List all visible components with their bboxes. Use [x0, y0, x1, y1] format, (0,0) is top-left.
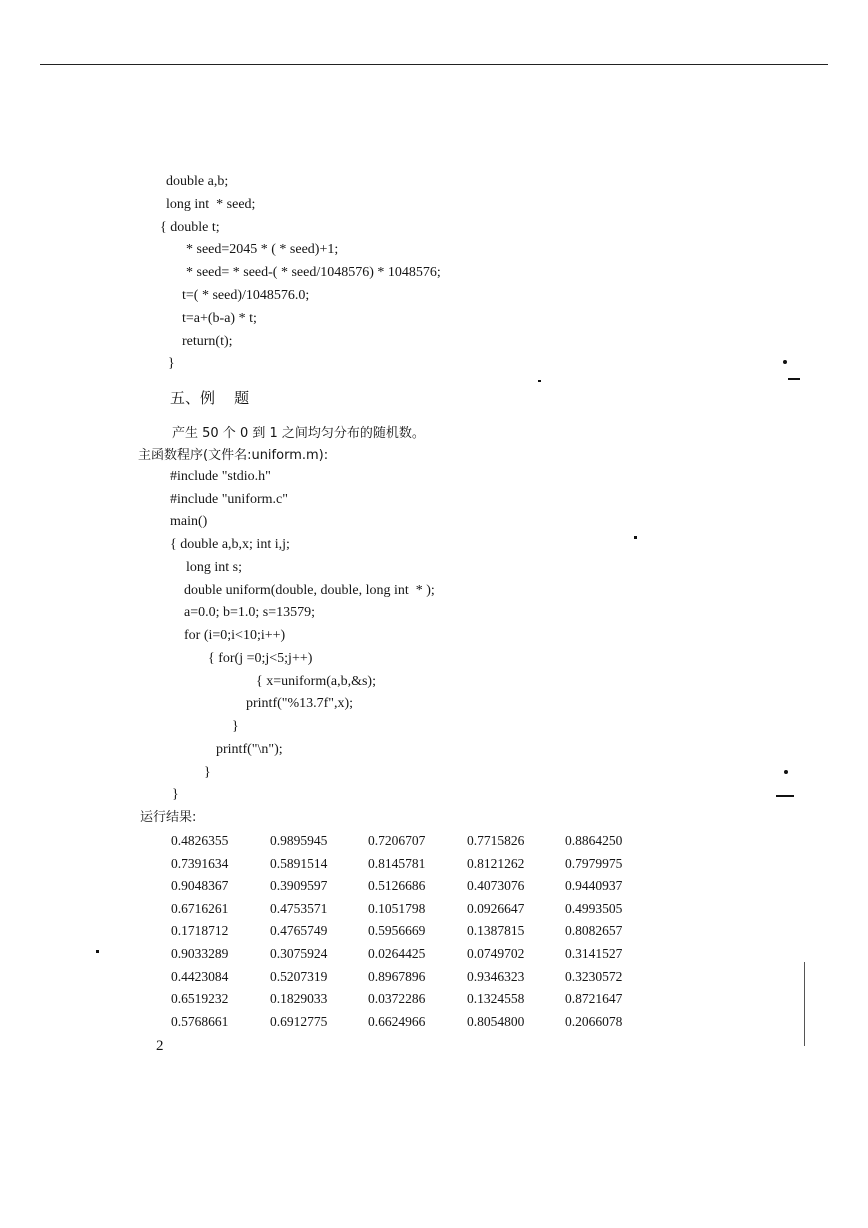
result-cell: 0.0926647 — [467, 900, 525, 916]
result-cell: 0.8967896 — [368, 968, 426, 984]
result-cell: 0.9346323 — [467, 968, 525, 984]
result-cell: 0.3075924 — [270, 946, 328, 961]
result-cell: 0.8054800 — [467, 1013, 525, 1029]
result-cell: 0.1387815 — [467, 923, 525, 939]
code-line: } — [172, 787, 179, 802]
result-cell: 0.9895945 — [270, 833, 328, 848]
main-program-caption: 主函数程序(文件名:uniform.m): — [138, 448, 329, 463]
code-line: #include "uniform.c" — [170, 492, 288, 507]
result-cell: 0.3230572 — [565, 968, 623, 984]
results-caption: 运行结果: — [140, 810, 197, 825]
code-line: t=a+(b-a) * t; — [182, 311, 257, 326]
result-cell: 0.5207319 — [270, 968, 328, 984]
result-cell: 0.9048367 — [171, 878, 229, 894]
result-cell: 0.8864250 — [565, 833, 623, 848]
code-line: printf("%13.7f",x); — [246, 696, 354, 711]
scan-speck — [538, 380, 541, 382]
result-cell: 0.4765749 — [270, 923, 328, 939]
result-cell: 0.7979975 — [565, 855, 623, 871]
result-cell: 0.2066078 — [565, 1013, 623, 1029]
result-cell: 0.1051798 — [368, 900, 426, 916]
header-rule — [40, 64, 828, 65]
code-line: * seed=2045 * ( * seed)+1; — [186, 242, 339, 257]
result-cell: 0.4826355 — [171, 833, 229, 848]
code-line: t=( * seed)/1048576.0; — [182, 288, 310, 303]
result-cell: 0.8721647 — [565, 991, 623, 1007]
code-line: { double t; — [160, 220, 220, 235]
scan-speck — [788, 378, 800, 380]
result-cell: 0.9033289 — [171, 946, 229, 961]
result-cell: 0.6519232 — [171, 991, 229, 1007]
result-cell: 0.4423084 — [171, 968, 229, 984]
result-cell: 0.7715826 — [467, 833, 525, 848]
result-cell: 0.4073076 — [467, 878, 525, 894]
result-cell: 0.1324558 — [467, 991, 525, 1007]
scan-speck — [96, 950, 99, 953]
result-cell: 0.4993505 — [565, 900, 623, 916]
result-cell: 0.7391634 — [171, 855, 229, 871]
section-heading: 五、例 题 — [170, 389, 250, 407]
scan-speck — [783, 360, 787, 364]
code-line: main() — [170, 514, 208, 529]
code-line: { double a,b,x; int i,j; — [170, 537, 290, 552]
code-line: } — [204, 765, 211, 780]
result-cell: 0.6912775 — [270, 1013, 328, 1029]
result-cell: 0.3141527 — [565, 946, 623, 961]
code-line: * seed= * seed-( * seed/1048576) * 1048576; — [186, 265, 441, 280]
result-cell: 0.8121262 — [467, 855, 525, 871]
code-line: a=0.0; b=1.0; s=13579; — [184, 605, 316, 620]
result-cell: 0.8145781 — [368, 855, 426, 871]
code-line: { for(j =0;j<5;j++) — [208, 651, 313, 666]
result-cell: 0.5768661 — [171, 1013, 229, 1029]
task-description: 产生 50 个 0 到 1 之间均匀分布的随机数。 — [172, 426, 425, 441]
result-cell: 0.0264425 — [368, 946, 426, 961]
code-line: #include "stdio.h" — [170, 469, 271, 484]
code-line: printf("\n"); — [216, 742, 283, 757]
result-cell: 0.0372286 — [368, 991, 426, 1007]
result-cell: 0.1829033 — [270, 991, 328, 1007]
code-line: for (i=0;i<10;i++) — [184, 628, 286, 643]
code-line: } — [232, 719, 239, 734]
result-cell: 0.8082657 — [565, 923, 623, 939]
result-cell: 0.5891514 — [270, 855, 328, 871]
result-cell: 0.6716261 — [171, 900, 229, 916]
code-line: { x=uniform(a,b,&s); — [256, 674, 376, 689]
scan-speck — [784, 770, 788, 774]
code-line: double a,b; — [166, 174, 229, 189]
code-line: double uniform(double, double, long int * ); — [184, 583, 435, 598]
result-cell: 0.5956669 — [368, 923, 426, 939]
code-line: return(t); — [182, 334, 233, 349]
result-cell: 0.5126686 — [368, 878, 426, 894]
scan-speck — [776, 795, 794, 797]
result-cell: 0.7206707 — [368, 833, 426, 848]
code-line: long int s; — [186, 560, 243, 575]
page-number: 2 — [156, 1038, 164, 1054]
result-cell: 0.9440937 — [565, 878, 623, 894]
result-cell: 0.6624966 — [368, 1013, 426, 1029]
scan-speck — [804, 962, 805, 1046]
result-cell: 0.3909597 — [270, 878, 328, 894]
code-line: long int * seed; — [166, 197, 256, 212]
code-line: } — [168, 356, 175, 371]
result-cell: 0.4753571 — [270, 900, 328, 916]
result-cell: 0.0749702 — [467, 946, 525, 961]
scan-speck — [634, 536, 637, 539]
result-cell: 0.1718712 — [171, 923, 229, 939]
